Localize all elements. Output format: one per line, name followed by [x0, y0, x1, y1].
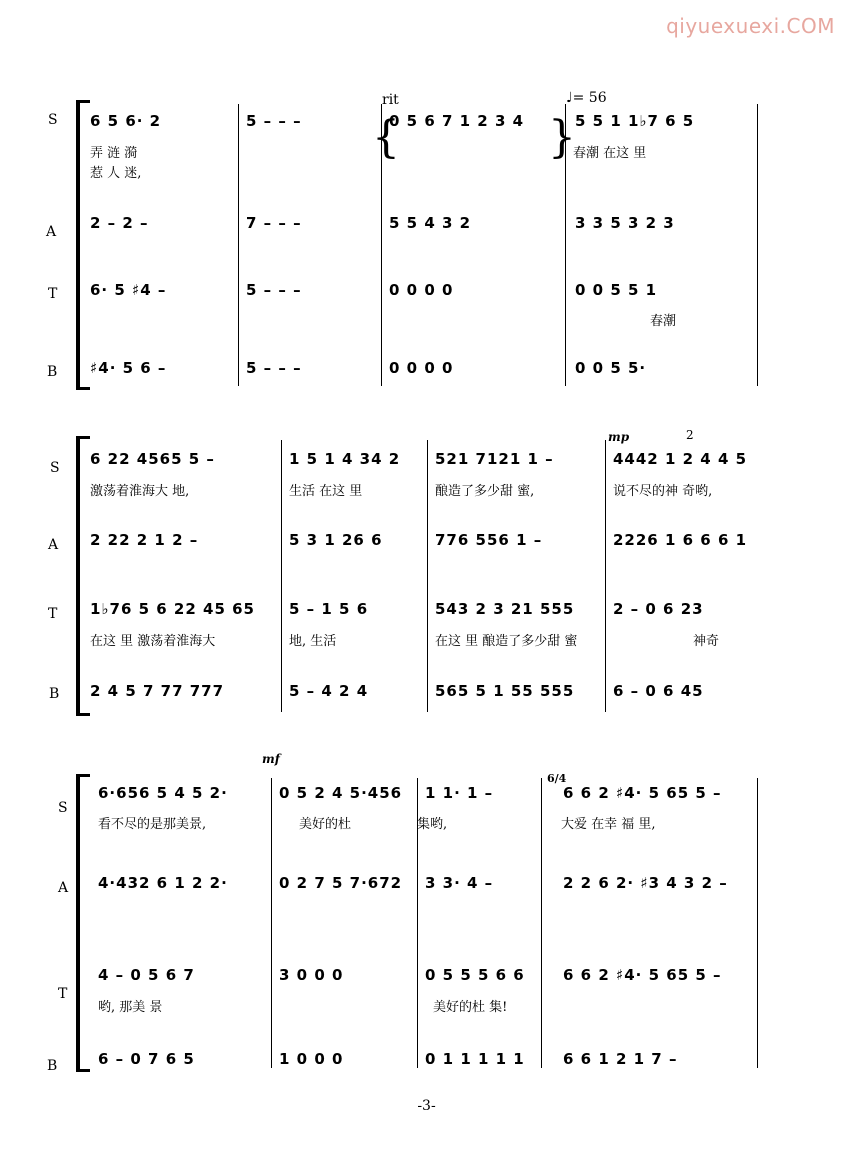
lyric: 哟, 那美 景: [98, 1000, 163, 1015]
lyric: 美好的杜 集!: [433, 1000, 508, 1015]
lyric: 惹 人 迷,: [90, 166, 142, 181]
measure: 776 556 1 –: [435, 531, 543, 549]
measure: 521 7121 1 –: [435, 450, 554, 468]
measure: 2 4 5 7 77 777: [90, 682, 225, 700]
measure: 2 – 0 6 23: [613, 600, 704, 618]
measure: 5 – 4 2 4: [289, 682, 369, 700]
tempo-marking: ♩= 56: [566, 90, 607, 106]
lyric: [238, 310, 381, 329]
measure: 5 5 4 3 2: [389, 214, 472, 232]
measure: 2 2 6 2· ♯3 4 3 2 –: [563, 874, 728, 892]
measure: 5 – – –: [246, 112, 302, 130]
lyric: 看不尽的是那美景,: [98, 817, 207, 832]
notation-row: [90, 1050, 757, 1068]
measure: 4442 1 2 4 4 5: [613, 450, 748, 468]
measure: 0 2 7 5 7·672: [279, 874, 403, 892]
lyric: 生活 在这 里: [289, 484, 363, 499]
measure: 1 0 0 0: [279, 1050, 344, 1068]
measure: 4·432 6 1 2 2·: [98, 874, 228, 892]
lyric-line: [90, 630, 755, 649]
notation-row: [90, 874, 757, 892]
notation-row: [90, 214, 757, 232]
system-bracket: [76, 774, 90, 1072]
measure: 5 5 1 1♭7 6 5: [575, 112, 695, 130]
barline: [757, 104, 758, 386]
watermark: qiyuexuexi.COM: [666, 14, 835, 38]
staff-label: B: [49, 686, 60, 702]
measure: 0 5 5 5 6 6: [425, 966, 525, 984]
measure: 5 3 1 26 6: [289, 531, 383, 549]
measure: 6·656 5 4 5 2·: [98, 784, 228, 802]
notation-row: [90, 531, 755, 549]
staff-label: B: [47, 1058, 58, 1074]
measure: 4 – 0 5 6 7: [98, 966, 195, 984]
measure: 2226 1 6 6 6 1: [613, 531, 748, 549]
measure: 6 6 1 2 1 7 –: [563, 1050, 678, 1068]
staff-label: T: [48, 606, 58, 622]
lyric: [238, 142, 381, 161]
lyric: 春潮 在这 里: [573, 146, 647, 161]
lyric: [381, 142, 565, 161]
measure: 2 – 2 –: [90, 214, 149, 232]
notation-row: [90, 966, 757, 984]
lyric: 集哟,: [417, 817, 448, 832]
staff-label: S: [48, 112, 58, 128]
lyric: [381, 310, 565, 329]
measure: 0 0 0 0: [389, 359, 454, 377]
time-signature: 6/4: [547, 772, 567, 785]
lyric: 说不尽的神 奇哟,: [613, 484, 713, 499]
staff-label: A: [48, 537, 59, 553]
lyric: 弄 涟 漪: [90, 146, 138, 161]
staff-label: S: [58, 800, 68, 816]
lyric-line: [90, 310, 757, 329]
lyric: 在这 里 酿造了多少甜 蜜: [435, 634, 578, 649]
lyric: 激荡着淮海大 地,: [90, 484, 190, 499]
measure: 0 0 5 5·: [575, 359, 647, 377]
lyric: 在这 里 激荡着淮海大: [90, 634, 216, 649]
measure: 5 – – –: [246, 359, 302, 377]
brace-left: {: [372, 112, 400, 163]
page-number: -3-: [417, 1098, 436, 1114]
measure: 3 3 5 3 2 3: [575, 214, 675, 232]
measure: 3 0 0 0: [279, 966, 344, 984]
measure: 543 2 3 21 555: [435, 600, 575, 618]
lyric: 美好的杜: [299, 817, 352, 832]
lyric: 地, 生活: [289, 634, 337, 649]
notation-row: [90, 450, 755, 468]
staff-label: T: [48, 286, 58, 302]
lyric: 春潮: [650, 314, 677, 329]
measure: 6 – 0 7 6 5: [98, 1050, 195, 1068]
measure: 0 5 6 7 1 2 3 4: [389, 112, 525, 130]
staff-label: S: [50, 460, 60, 476]
barline: [757, 778, 758, 1068]
notation-row: [90, 600, 755, 618]
notation-row: [90, 359, 757, 377]
measure: 3 3· 4 –: [425, 874, 494, 892]
time-signature: 2: [686, 428, 694, 442]
rit-marking: rit: [382, 92, 399, 108]
dynamic-marking: mf: [262, 752, 280, 766]
lyric-line: [90, 813, 757, 832]
notation-row: [90, 682, 755, 700]
staff-label: A: [58, 880, 69, 896]
measure: 6 – 0 6 45: [613, 682, 704, 700]
lyric: 酿造了多少甜 蜜,: [435, 484, 535, 499]
measure: 0 0 5 5 1: [575, 281, 658, 299]
measure: 6 6 2 ♯4· 5 65 5 –: [563, 784, 722, 802]
staff-label: T: [58, 986, 68, 1002]
measure: 1♭76 5 6 22 45 65: [90, 600, 255, 618]
measure: 565 5 1 55 555: [435, 682, 575, 700]
measure: 6 5 6· 2: [90, 112, 162, 130]
staff-label: B: [47, 364, 58, 380]
staff-label: A: [46, 224, 57, 240]
measure: 5 – 1 5 6: [289, 600, 369, 618]
measure: 0 1 1 1 1 1: [425, 1050, 525, 1068]
measure: 1 1· 1 –: [425, 784, 494, 802]
measure: 1 5 1 4 34 2: [289, 450, 401, 468]
lyric-line: [90, 142, 757, 161]
lyric: 大爱 在幸 福 里,: [561, 817, 656, 832]
dynamic-marking: mp: [608, 430, 630, 444]
lyric: 神奇: [693, 634, 720, 649]
lyric-line: [90, 162, 238, 181]
measure: ♯4· 5 6 –: [90, 359, 167, 377]
lyric-line: [90, 480, 755, 499]
measure: 7 – – –: [246, 214, 302, 232]
measure: 5 – – –: [246, 281, 302, 299]
measure: 0 5 2 4 5·456: [279, 784, 403, 802]
measure: 6 22 4565 5 –: [90, 450, 215, 468]
measure: 0 0 0 0: [389, 281, 454, 299]
measure: 6· 5 ♯4 –: [90, 281, 167, 299]
system-bracket: [76, 436, 90, 716]
notation-row: [90, 112, 757, 130]
system-bracket: [76, 100, 90, 390]
lyric-line: [90, 996, 757, 1015]
measure: 2 22 2 1 2 –: [90, 531, 199, 549]
brace-right: }: [548, 112, 576, 163]
notation-row: [90, 281, 757, 299]
notation-row: [90, 784, 757, 802]
lyric: [90, 310, 238, 329]
measure: 6 6 2 ♯4· 5 65 5 –: [563, 966, 722, 984]
